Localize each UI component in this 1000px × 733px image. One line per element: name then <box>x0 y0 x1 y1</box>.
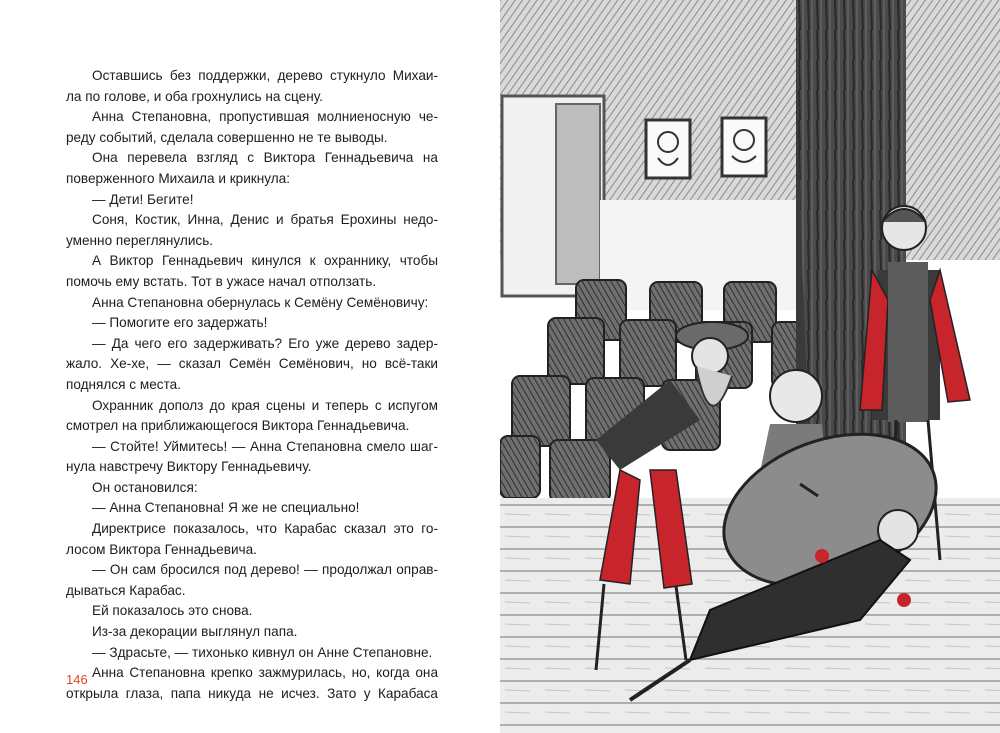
page-number: 146 <box>66 672 88 687</box>
text-line: помочь ему встать. Тот в ужасе начал отползать. <box>66 273 377 289</box>
text-line: — Он сам бросился под дерево! — продолжал оправ- <box>92 562 438 578</box>
text-line: ла по голове, и оба грохнулись на сцену. <box>66 88 323 104</box>
text-line: Директрисе показалось, что Карабас сказал это го- <box>92 521 438 537</box>
text-line: уменно переглянулись. <box>66 232 214 248</box>
text-line: нула навстречу Виктору Геннадьевичу. <box>66 459 312 475</box>
portrait-right <box>722 118 766 176</box>
text-line: поднялся с места. <box>66 376 181 392</box>
text-line: реду событий, сделала совершенно не те выводы. <box>66 129 388 145</box>
text-line: жало. Хе-хе, — сказал Семён Семёнович, но всё-таки <box>66 356 438 372</box>
text-line: Соня, Костик, Инна, Денис и братья Ерохины недо- <box>92 212 438 228</box>
text-line: Оставшись без поддержки, дерево стукнуло Михаи- <box>92 68 438 83</box>
text-line: Из-за декорации выглянул папа. <box>92 624 298 640</box>
text-line: — Анна Степановна! Я же не специально! <box>92 500 360 516</box>
text-line: А Виктор Геннадьевич кинулся к охраннику, чтобы <box>92 253 438 269</box>
text-line: — Здрасьте, — тихонько кивнул он Анне Степановне. <box>92 644 433 660</box>
portrait-left <box>646 120 690 178</box>
text-line: смотрел на приближающегося Виктора Геннадьевича. <box>66 418 410 434</box>
body-text <box>66 66 438 704</box>
text-line: лосом Виктора Геннадьевича. <box>66 541 257 557</box>
text-line: Анна Степановна крепко зажмурилась, но, когда она <box>92 665 438 681</box>
text-line: дываться Карабас. <box>66 582 186 598</box>
text-line: — Стойте! Уймитесь! — Анна Степановна смело шаг- <box>92 438 438 454</box>
text-line: Он остановился: <box>92 479 198 495</box>
text-line: Анна Степановна, пропустившая молниеносную че- <box>92 109 438 125</box>
text-line: Она перевела взгляд с Виктора Геннадьевича на <box>92 150 438 166</box>
text-line: открыла глаза, папа никуда не исчез. Зато у Карабаса <box>66 685 438 701</box>
text-line: — Дети! Бегите! <box>92 191 194 207</box>
text-line: Охранник дополз до края сцены и теперь с испугом <box>92 397 438 413</box>
text-line: Анна Степановна обернулась к Семёну Семёновичу: <box>92 294 429 310</box>
text-line: поверженного Михаила и крикнула: <box>66 170 291 186</box>
illustration-page <box>500 0 1000 733</box>
text-line: — Да чего его задерживать? Его уже дерево задер- <box>92 335 438 351</box>
stage-illustration <box>500 0 1000 733</box>
text-line: Ей показалось это снова. <box>92 603 253 619</box>
text-line: — Помогите его задержать! <box>92 315 268 331</box>
